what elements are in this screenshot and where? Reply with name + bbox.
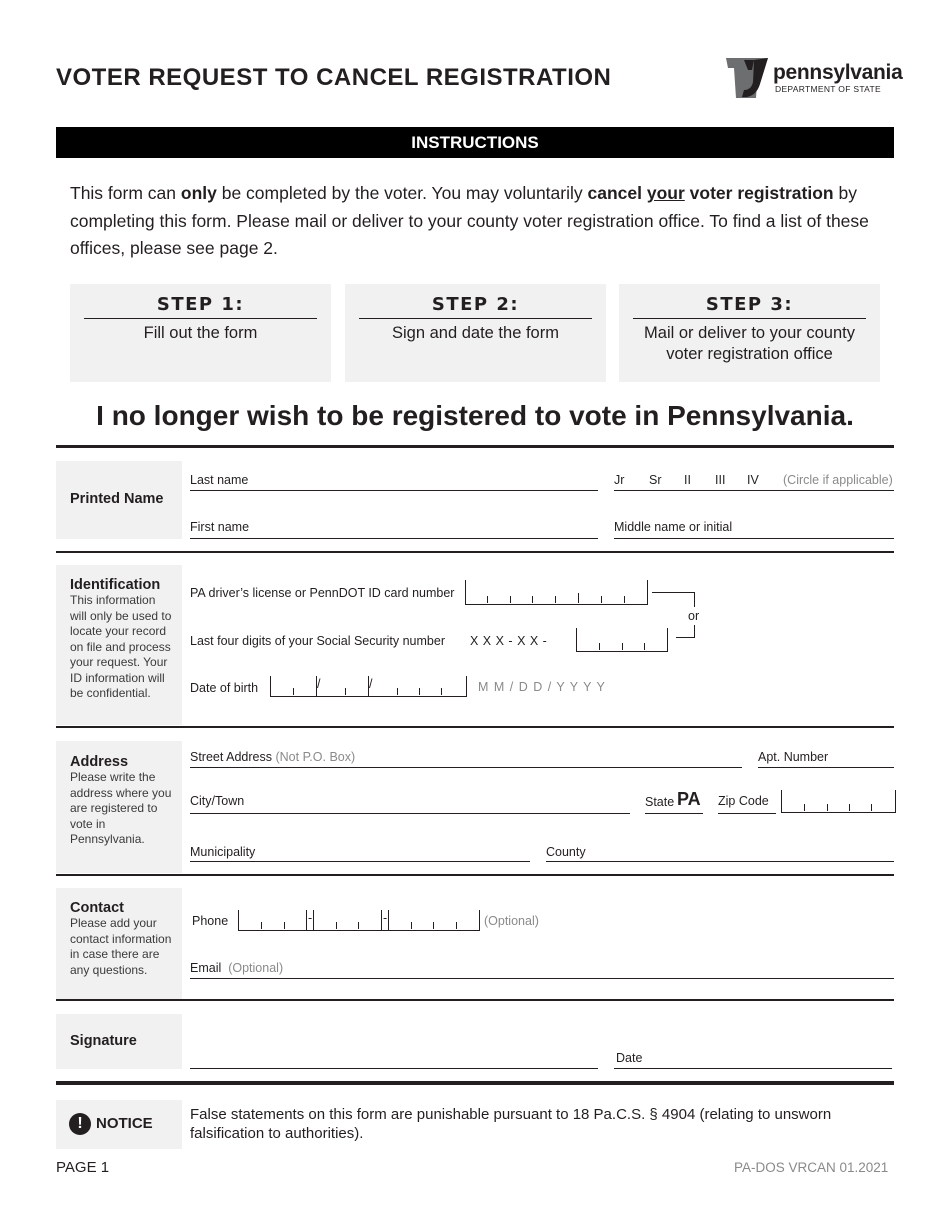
city-label: City/Town [190,794,245,808]
middle-name-label: Middle name or initial [614,520,733,534]
phone-label: Phone [192,914,229,928]
step-3-text: Mail or deliver to your county voter registration office [644,324,855,363]
apt-number-field[interactable] [758,767,894,768]
suffix-iii[interactable]: III [715,473,726,487]
logo-name: pennsylvania [773,61,903,84]
step-2-box [345,284,606,382]
suffix-jr[interactable]: Jr [614,473,625,487]
step-3-heading: STEP 3: [633,294,866,319]
step-1-box [70,284,331,382]
divider [56,1081,894,1085]
or-bracket-top [652,592,695,607]
address-description: Please write the address where you are registered to vote in Pennsylvania. [70,770,172,846]
notice-label: NOTICE [96,1115,153,1132]
municipality-field[interactable] [190,861,530,862]
county-label: County [546,845,586,859]
contact-description: Please add your contact information in case there are any questions. [70,916,172,977]
cancel-statement: I no longer wish to be registered to vote in Pennsylvania. [96,400,854,431]
first-name-label: First name [190,520,250,534]
city-field[interactable] [190,813,630,814]
suffix-sr[interactable]: Sr [649,473,662,487]
email-field[interactable] [190,978,894,979]
suffix-note: (Circle if applicable) [783,473,893,487]
phone-number-boxes[interactable]: - - [238,910,480,931]
contact-label: Contact [70,900,124,916]
first-name-field[interactable] [190,538,598,539]
suffix-ii[interactable]: II [684,473,691,487]
municipality-label: Municipality [190,845,256,859]
or-bracket-bottom [676,625,695,638]
page-title: VOTER REQUEST TO CANCEL REGISTRATION [56,64,612,91]
contact-label-box [56,888,182,1000]
apt-number-label: Apt. Number [758,750,829,764]
dob-format: M M / D D / Y Y Y Y [478,680,606,694]
step-1-heading: STEP 1: [84,294,317,319]
dob-label: Date of birth [190,681,259,695]
instructions-heading: INSTRUCTIONS [56,127,894,158]
exclamation-icon: ! [69,1113,91,1135]
license-number-boxes[interactable] [465,580,648,605]
step-2-heading: STEP 2: [359,294,592,319]
state-underline [645,813,703,814]
page-number: PAGE 1 [56,1159,110,1176]
suffix-iv[interactable]: IV [747,473,759,487]
dob-boxes[interactable]: / / [270,676,467,697]
license-label: PA driver’s license or PennDOT ID card number [190,586,455,600]
county-field[interactable] [546,861,894,862]
last-name-field[interactable] [190,490,598,491]
logo-subtitle: DEPARTMENT OF STATE [775,84,881,94]
step-3-box [619,284,880,382]
email-label: Email (Optional) [190,961,284,975]
state-label: State [645,795,675,809]
divider [56,445,894,448]
ssn-label: Last four digits of your Social Security number [190,634,445,648]
phone-optional-note: (Optional) [484,914,539,928]
signature-field[interactable] [190,1068,598,1069]
ssn-mask: X X X - X X - [470,634,548,648]
printed-name-label: Printed Name [70,491,164,507]
divider [56,874,894,876]
address-label-box [56,741,182,873]
step-1-text: Fill out the form [143,324,258,342]
instructions-text: This form can only be completed by the voter. You may voluntarily cancel your voter registration by completing this form. Please mail or deliver to your county voter registration office. To find a list of these offices, please see page 2. [70,183,869,258]
state-value: PA [677,789,701,809]
street-address-field[interactable] [190,767,742,768]
date-label: Date [616,1051,643,1065]
signature-label-box [56,1014,182,1069]
step-2-text: Sign and date the form [392,324,559,342]
form-code: PA-DOS VRCAN 01.2021 [734,1160,889,1175]
street-address-label: Street Address (Not P.O. Box) [190,750,356,764]
identification-label-box [56,565,182,725]
signature-label: Signature [70,1033,137,1049]
zip-code-boxes[interactable] [781,790,896,813]
divider [56,999,894,1001]
divider [56,551,894,553]
zip-underline [718,813,776,814]
last-name-label: Last name [190,473,249,487]
address-label: Address [70,754,129,770]
identification-description: This information will only be used to locate your record on file and process your request. Your ID information will be confidential. [70,593,172,700]
ssn-digit-boxes[interactable] [576,628,668,652]
printed-name-label-box [56,461,182,539]
identification-label: Identification [70,577,161,593]
date-field[interactable] [614,1068,892,1069]
suffix-underline [614,490,894,491]
middle-name-field[interactable] [614,538,894,539]
divider [56,726,894,728]
or-text: or [688,609,700,623]
zip-code-label: Zip Code [718,794,769,808]
notice-text: False statements on this form are punishable pursuant to 18 Pa.C.S. § 4904 (relating to unsworn falsification to authorities). [190,1106,832,1142]
